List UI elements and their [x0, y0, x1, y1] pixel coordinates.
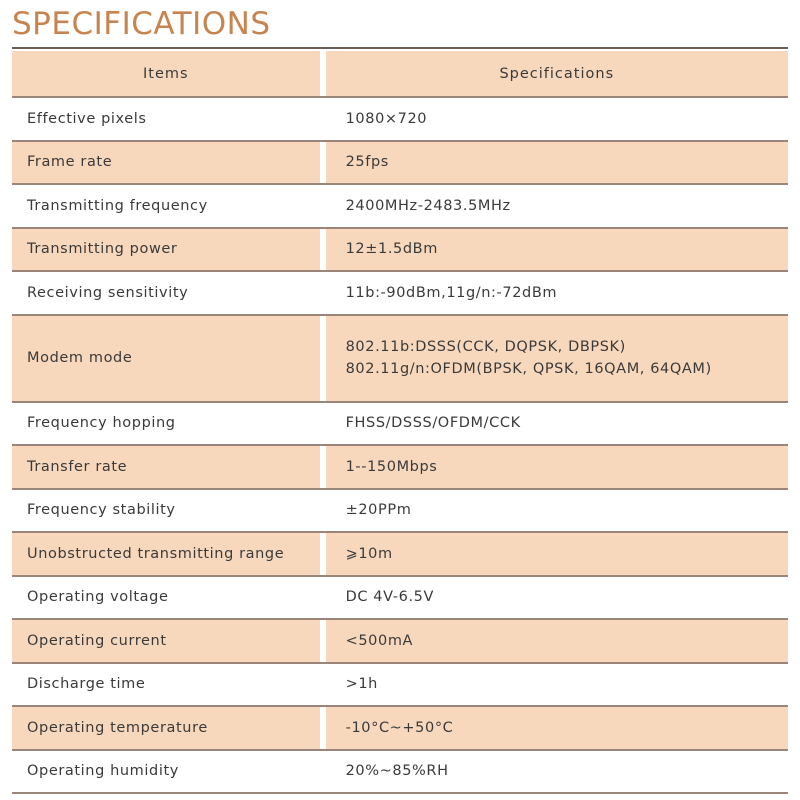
item-cell: Transfer rate [12, 446, 320, 488]
spec-cell [326, 185, 788, 227]
item-cell: Transmitting power [12, 229, 320, 271]
item-cell: Operating temperature [12, 707, 320, 749]
spec-cell [326, 620, 788, 662]
spec-lines [346, 543, 393, 565]
spec-lines [346, 760, 449, 782]
spec-cell [326, 272, 788, 314]
spec-lines [346, 238, 438, 260]
spec-lines [346, 151, 389, 173]
spec-lines [346, 456, 438, 478]
spec-cell [326, 446, 788, 488]
spec-line: 802.11b:DSSS(CCK, DQPSK, DBPSK) [345, 339, 626, 355]
table-row [12, 490, 788, 534]
table-row [12, 272, 788, 316]
spec-cell [326, 664, 788, 706]
specifications-table [12, 51, 788, 794]
item-cell: Frequency hopping [27, 415, 176, 432]
table-row [12, 185, 788, 229]
spec-line: 20%~85%RH [345, 763, 449, 780]
spec-cell [326, 229, 788, 271]
spec-line: 11b:-90dBm,11g/n:-72dBm [345, 284, 558, 301]
spec-lines [346, 282, 557, 304]
spec-cell [326, 577, 788, 619]
item-cell: Operating current [12, 620, 320, 662]
spec-lines [346, 108, 428, 130]
header-specifications: Specifications [326, 51, 788, 96]
table-row [12, 620, 788, 664]
spec-cell [326, 403, 788, 445]
title-divider [12, 47, 788, 49]
spec-lines [346, 586, 434, 608]
item-cell: Frame rate [12, 142, 320, 184]
item-cell: Transmitting frequency [27, 197, 208, 214]
table-row [12, 446, 788, 490]
spec-cell [326, 707, 788, 749]
item-cell: Operating humidity [27, 763, 179, 780]
table-row [12, 316, 788, 403]
page-title: SPECIFICATIONS [12, 6, 271, 42]
spec-line: <500mA [345, 632, 414, 649]
table-row [12, 751, 788, 795]
spec-line: >1h [345, 676, 378, 693]
table-row [12, 403, 788, 447]
spec-lines [346, 673, 378, 695]
item-cell: Receiving sensitivity [27, 284, 189, 301]
item-cell: Discharge time [27, 676, 146, 693]
table-row [12, 98, 788, 142]
spec-line: 802.11g/n:OFDM(BPSK, QPSK, 16QAM, 64QAM) [345, 361, 712, 377]
table-header-row [12, 51, 788, 98]
spec-line: -10°C~+50°C [345, 719, 454, 736]
item-cell: Modem mode [12, 316, 320, 401]
table-body [12, 98, 788, 794]
spec-line: FHSS/DSSS/OFDM/CCK [345, 415, 521, 432]
spec-line: 12±1.5dBm [345, 241, 438, 258]
spec-lines [346, 717, 454, 739]
spec-cell [326, 751, 788, 793]
table-row [12, 664, 788, 708]
spec-lines [346, 412, 521, 434]
table-row [12, 142, 788, 186]
spec-lines [346, 630, 413, 652]
spec-line: 1--150Mbps [345, 458, 438, 475]
item-cell: Operating voltage [27, 589, 169, 606]
spec-lines [346, 195, 511, 217]
item-cell: Frequency stability [27, 502, 176, 519]
spec-line: ⩾10m [345, 545, 393, 562]
spec-line: 2400MHz-2483.5MHz [345, 197, 511, 214]
spec-line: ±20PPm [345, 502, 412, 519]
table-row [12, 229, 788, 273]
header-items: Items [12, 51, 320, 96]
table-row [12, 533, 788, 577]
spec-lines [346, 499, 412, 521]
spec-cell [326, 316, 788, 401]
spec-line: 25fps [345, 154, 389, 171]
spec-cell [326, 98, 788, 140]
spec-cell [326, 533, 788, 575]
table-row [12, 577, 788, 621]
item-cell: Unobstructed transmitting range [12, 533, 320, 575]
table-row [12, 707, 788, 751]
spec-cell [326, 142, 788, 184]
spec-line: 1080×720 [345, 110, 428, 127]
item-cell: Effective pixels [27, 110, 147, 127]
spec-lines [346, 336, 712, 380]
spec-cell [326, 490, 788, 532]
spec-line: DC 4V-6.5V [345, 589, 435, 606]
